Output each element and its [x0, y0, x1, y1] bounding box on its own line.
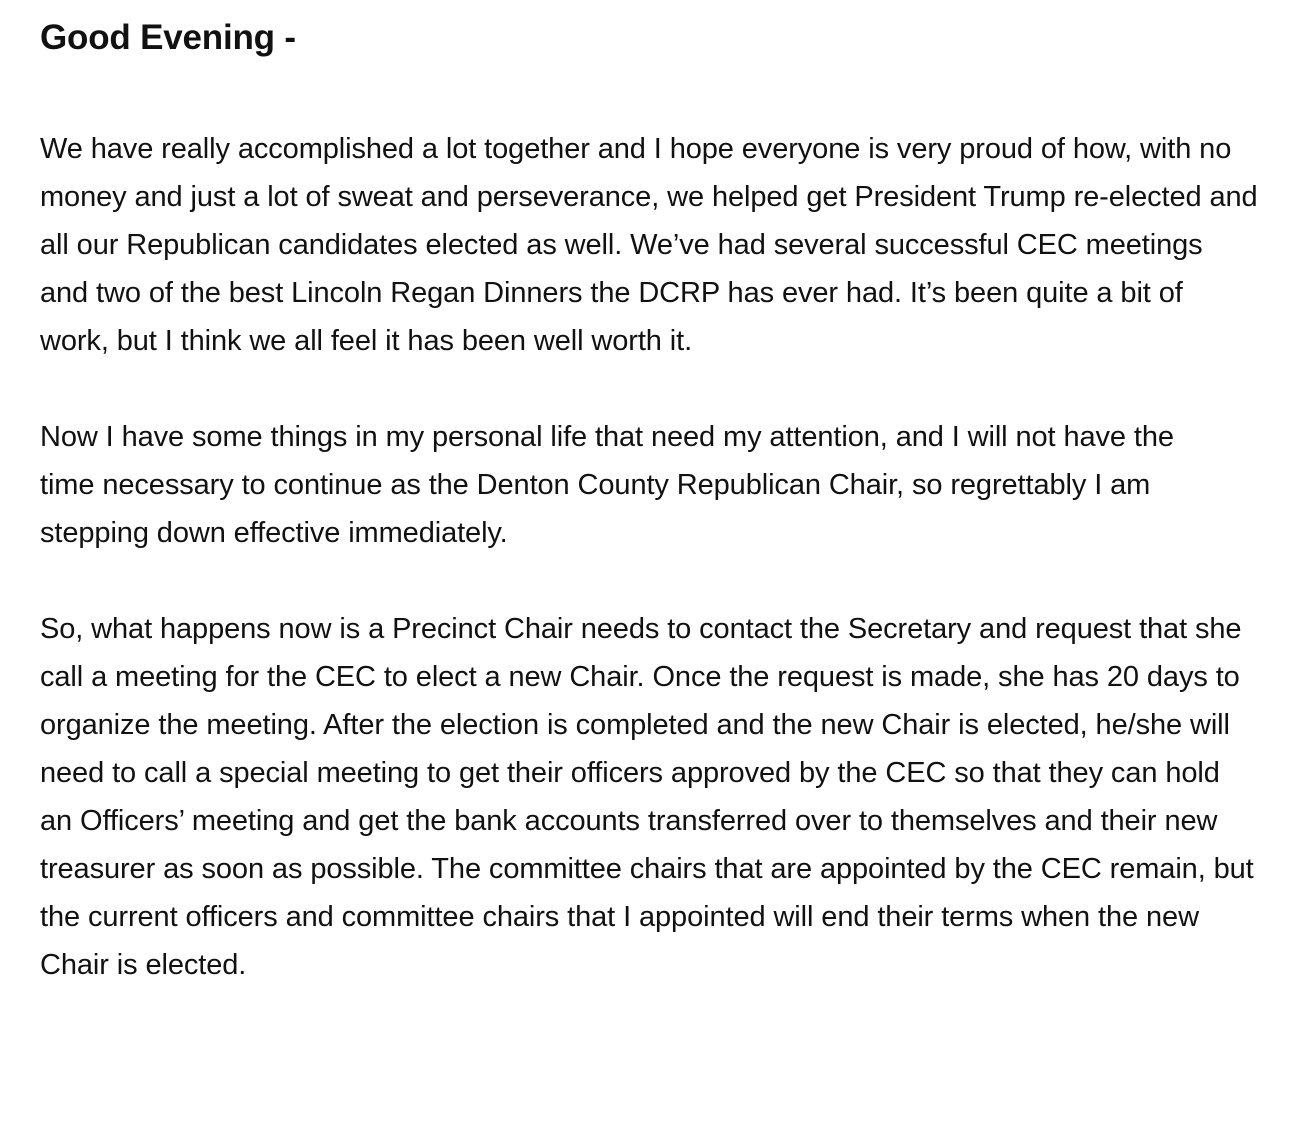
greeting: Good Evening - — [40, 18, 296, 57]
paragraph-accomplishments: We have really accomplished a lot together and I hope everyone is very proud of how, with no money and just a lot of sweat and perseverance, we helped get President Trump re-elected and all our Republican candidates elected as well. We’ve had several successful CEC meetings and two of the best Lincoln Regan Dinners the DCRP has ever had. It’s been quite a bit of work, but I think we all feel it has been well worth it. — [40, 133, 1258, 357]
paragraph-next-steps: So, what happens now is a Precinct Chair needs to contact the Secretary and request that she call a meeting for the CEC to elect a new Chair. Once the request is made, she has 20 days to organize the meeting. After the election is completed and the new Chair is elected, he/she will need to call a special meeting to get their officers approved by the CEC so that they can hold an Officers’ meeting and get the bank accounts transferred over to themselves and their new treasurer as soon as possible. The committee chairs that are appointed by the CEC remain, but the current officers and committee chairs that I appointed will end their terms when the new Chair is elected. — [40, 613, 1254, 981]
email-body — [40, 14, 1270, 989]
paragraph-stepping-down: Now I have some things in my personal life that need my attention, and I will not have the time necessary to continue as the Denton County Republican Chair, so regrettably I am stepping down effective immediately. — [40, 421, 1174, 549]
